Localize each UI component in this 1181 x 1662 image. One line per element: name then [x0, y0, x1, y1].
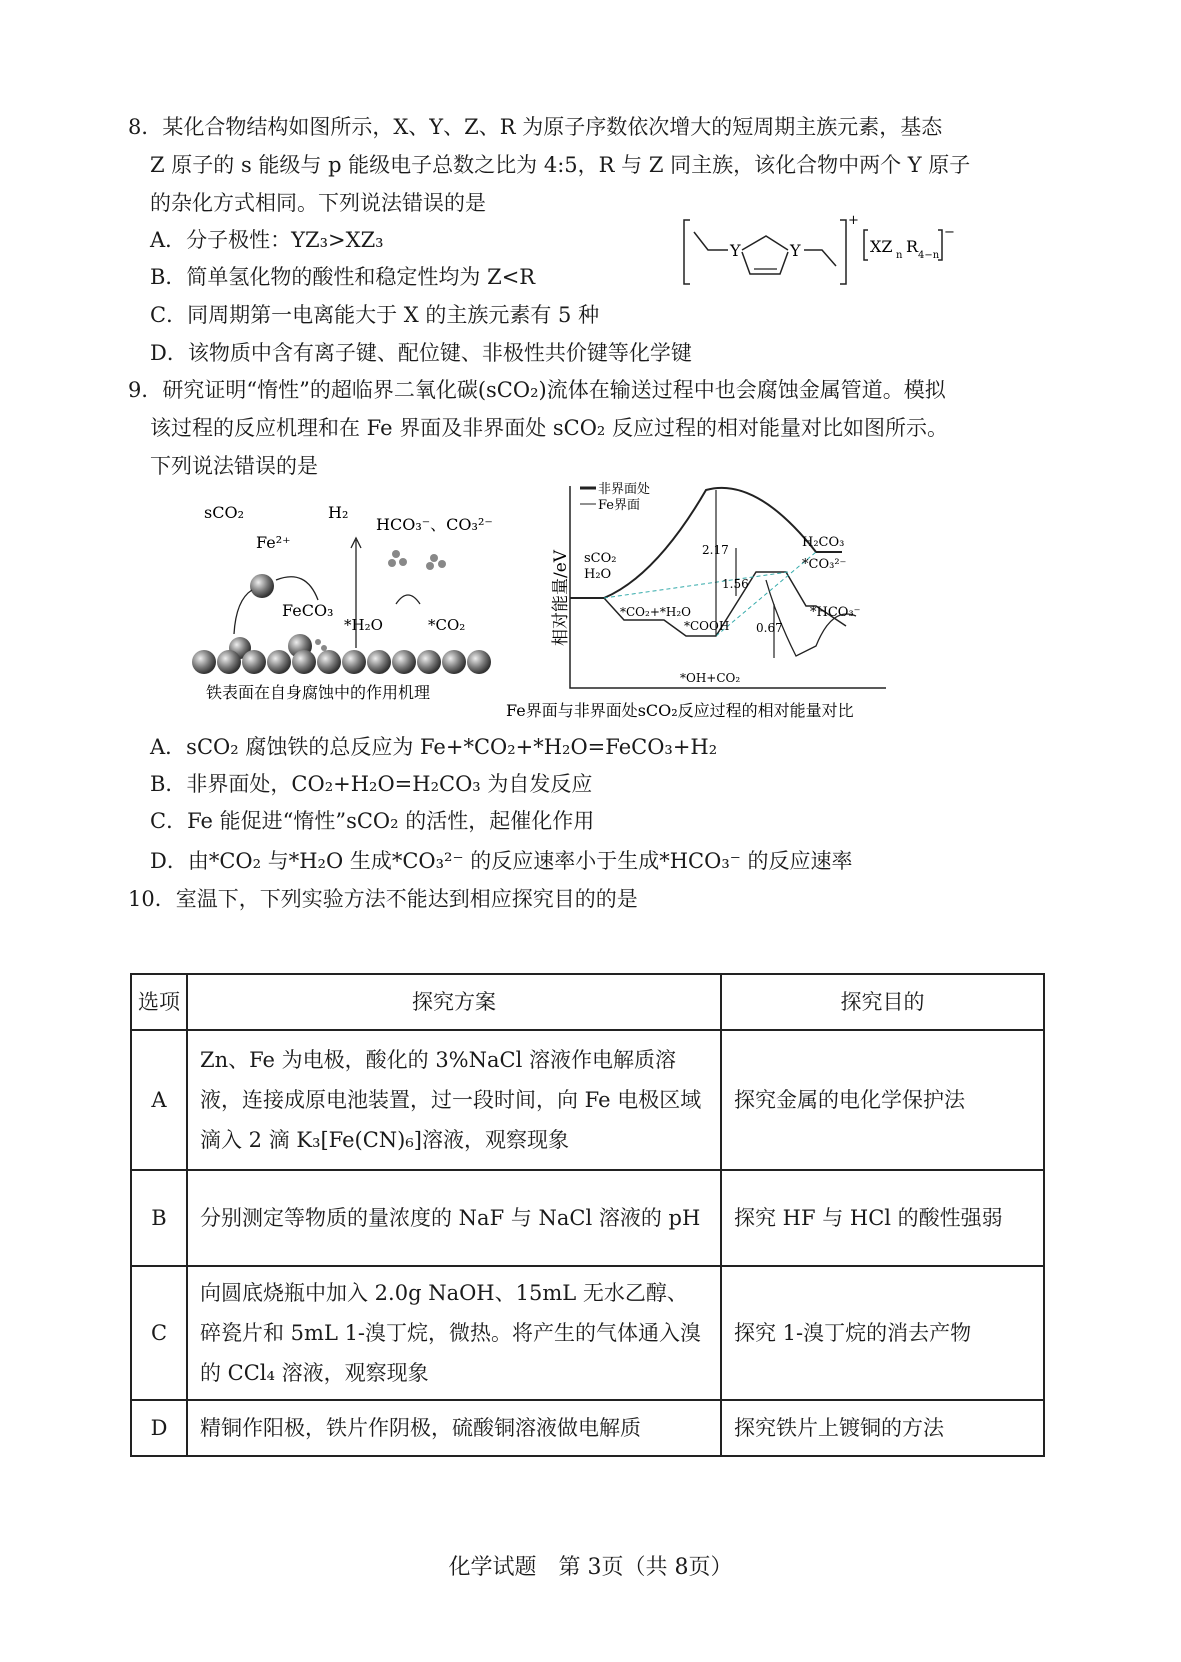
- surface-atom: [342, 650, 366, 674]
- label-co3: *CO₃²⁻: [802, 557, 847, 572]
- q8-structure-figure: [680, 212, 980, 290]
- row-plan: 向圆底烧瓶中加入 2.0g NaOH、15mL 无水乙醇、碎瓷片和 5mL 1-溴丁烷，微热。将产生的气体通入溴的 CCl₄ 溶液，观察现象: [187, 1266, 721, 1400]
- label-h2o: *H₂O: [344, 616, 383, 634]
- table-row: [131, 1170, 1044, 1266]
- label-oh-co2: *OH+CO₂: [680, 671, 741, 685]
- surface-atom: [192, 650, 216, 674]
- arrow-up-icon: [234, 590, 252, 634]
- label-start-h2o: H₂O: [584, 567, 612, 582]
- row-goal: 探究 HF 与 HCl 的酸性强弱: [721, 1170, 1044, 1266]
- q8-option-b: B．简单氢化物的酸性和稳定性均为 Z<R: [150, 265, 536, 289]
- legend-fe-interface: Fe界面: [598, 498, 641, 513]
- surface-atom: [367, 650, 391, 674]
- mechanism-figure: [196, 500, 516, 740]
- q9-option-d: D．由*CO₂ 与*H₂O 生成*CO₃²⁻ 的反应速率小于生成*HCO₃⁻ 的反应速率: [150, 849, 853, 873]
- row-goal: 探究铁片上镀铜的方法: [721, 1400, 1044, 1456]
- surface-atom: [292, 650, 316, 674]
- q9-stem-line1: 9．研究证明“惰性”的超临界二氧化碳(sCO₂)流体在输送过程中也会腐蚀金属管道。模拟: [128, 378, 946, 402]
- table-row: [131, 1266, 1044, 1400]
- q9-option-c: C．Fe 能促进“惰性”sCO₂ 的活性，起催化作用: [150, 809, 595, 833]
- anion-sub-4n: 4−n: [918, 250, 940, 261]
- mechanism-caption: 铁表面在自身腐蚀中的作用机理: [206, 683, 431, 702]
- row-plan: 精铜作阳极，铁片作阴极，硫酸铜溶液做电解质: [187, 1400, 721, 1456]
- q8-stem-line3: 的杂化方式相同。下列说法错误的是: [150, 191, 486, 215]
- surface-atom: [442, 650, 466, 674]
- label-start: sCO₂: [584, 551, 617, 566]
- anion-sub-n: n: [896, 250, 903, 261]
- row-option: B: [131, 1170, 187, 1266]
- q10-stem: 10．室温下，下列实验方法不能达到相应探究目的的是: [128, 887, 638, 911]
- energy-2-17: 2.17: [702, 543, 729, 557]
- energy-1-56: 1.56: [722, 577, 749, 591]
- y-axis-label: 相对能量/eV: [551, 549, 571, 646]
- label-feco3: FeCO₃: [282, 601, 334, 620]
- row-plan: 分别测定等物质的量浓度的 NaF 与 NaCl 溶液的 pH: [187, 1170, 721, 1266]
- anion-r: R: [906, 237, 919, 256]
- label-h2: H₂: [328, 503, 349, 522]
- label-cooh: *COOH: [684, 619, 730, 633]
- table-row: [131, 1030, 1044, 1170]
- q8-option-d: D．该物质中含有离子键、配位键、非极性共价键等化学键: [150, 341, 692, 365]
- energy-caption: Fe界面与非界面处sCO₂反应过程的相对能量对比: [506, 701, 854, 720]
- q8-option-a: A．分子极性：YZ₃>XZ₃: [150, 228, 384, 252]
- header-goal: 探究目的: [721, 974, 1044, 1030]
- molecule-clusters: [315, 550, 446, 651]
- table-header-row: [131, 974, 1044, 1030]
- label-hco3: *HCO₃⁻: [810, 605, 861, 620]
- label-h2co3: H₂CO₃: [802, 535, 845, 550]
- arrow-curve-icon: [276, 577, 318, 600]
- label-co2: *CO₂: [428, 616, 466, 634]
- table-row: [131, 1400, 1044, 1456]
- q8-stem-line1: 8．某化合物结构如图所示，X、Y、Z、R 为原子序数依次增大的短周期主族元素，基态: [128, 115, 943, 139]
- row-goal: 探究 1-溴丁烷的消去产物: [721, 1266, 1044, 1400]
- row-option: C: [131, 1266, 187, 1400]
- q8-option-c: C．同周期第一电离能大于 X 的主族元素有 5 种: [150, 303, 600, 327]
- energy-0-67: 0.67: [756, 621, 783, 635]
- q8-stem-line2: Z 原子的 s 能级与 p 能级电子总数之比为 4:5，R 与 Z 同主族，该化合物中两个 Y 原子: [150, 153, 971, 177]
- surface-atom: [417, 650, 441, 674]
- q9-stem-line2: 该过程的反应机理和在 Fe 界面及非界面处 sCO₂ 反应过程的相对能量对比如图所示。: [150, 416, 949, 440]
- ring-y1: Y: [730, 241, 741, 260]
- header-option: 选项: [131, 974, 187, 1030]
- anion-formula: XZ: [870, 237, 893, 256]
- legend-noninterface: 非界面处: [598, 482, 651, 497]
- q10-table: [130, 973, 1045, 1457]
- surface-atom: [392, 650, 416, 674]
- anion-charge: −: [944, 225, 955, 240]
- page-footer: 化学试题 第 3页（共 8页）: [448, 1555, 733, 1580]
- row-goal: 探究金属的电化学保护法: [721, 1030, 1044, 1170]
- row-option: D: [131, 1400, 187, 1456]
- ring-y2: Y: [790, 241, 801, 260]
- surface-atom: [217, 650, 241, 674]
- q9-stem-line3: 下列说法错误的是: [150, 454, 318, 478]
- fe2-ion-ball: [250, 574, 274, 598]
- cation-charge: +: [848, 213, 859, 228]
- surface-atom: [317, 650, 341, 674]
- row-plan: Zn、Fe 为电极，酸化的 3%NaCl 溶液作电解质溶液，连接成原电池装置，过一段时间，向 Fe 电极区域滴入 2 滴 K₃[Fe(CN)₆]溶液，观察现象: [187, 1030, 721, 1170]
- energy-diagram: [506, 476, 976, 744]
- header-plan: 探究方案: [187, 974, 721, 1030]
- q9-option-b: B．非界面处，CO₂+H₂O=H₂CO₃ 为自发反应: [150, 772, 593, 796]
- label-hco3-co3: HCO₃⁻、CO₃²⁻: [376, 515, 493, 534]
- surface-atom: [467, 650, 491, 674]
- q9-option-a: A．sCO₂ 腐蚀铁的总反应为 Fe+*CO₂+*H₂O=FeCO₃+H₂: [150, 735, 718, 759]
- label-co2-h2o: *CO₂+*H₂O: [620, 605, 691, 619]
- label-sco2: sCO₂: [204, 503, 244, 522]
- iron-surface: [192, 650, 491, 674]
- row-option: A: [131, 1030, 187, 1170]
- surface-atom: [242, 650, 266, 674]
- surface-atom: [267, 650, 291, 674]
- label-fe2: Fe²⁺: [256, 533, 291, 552]
